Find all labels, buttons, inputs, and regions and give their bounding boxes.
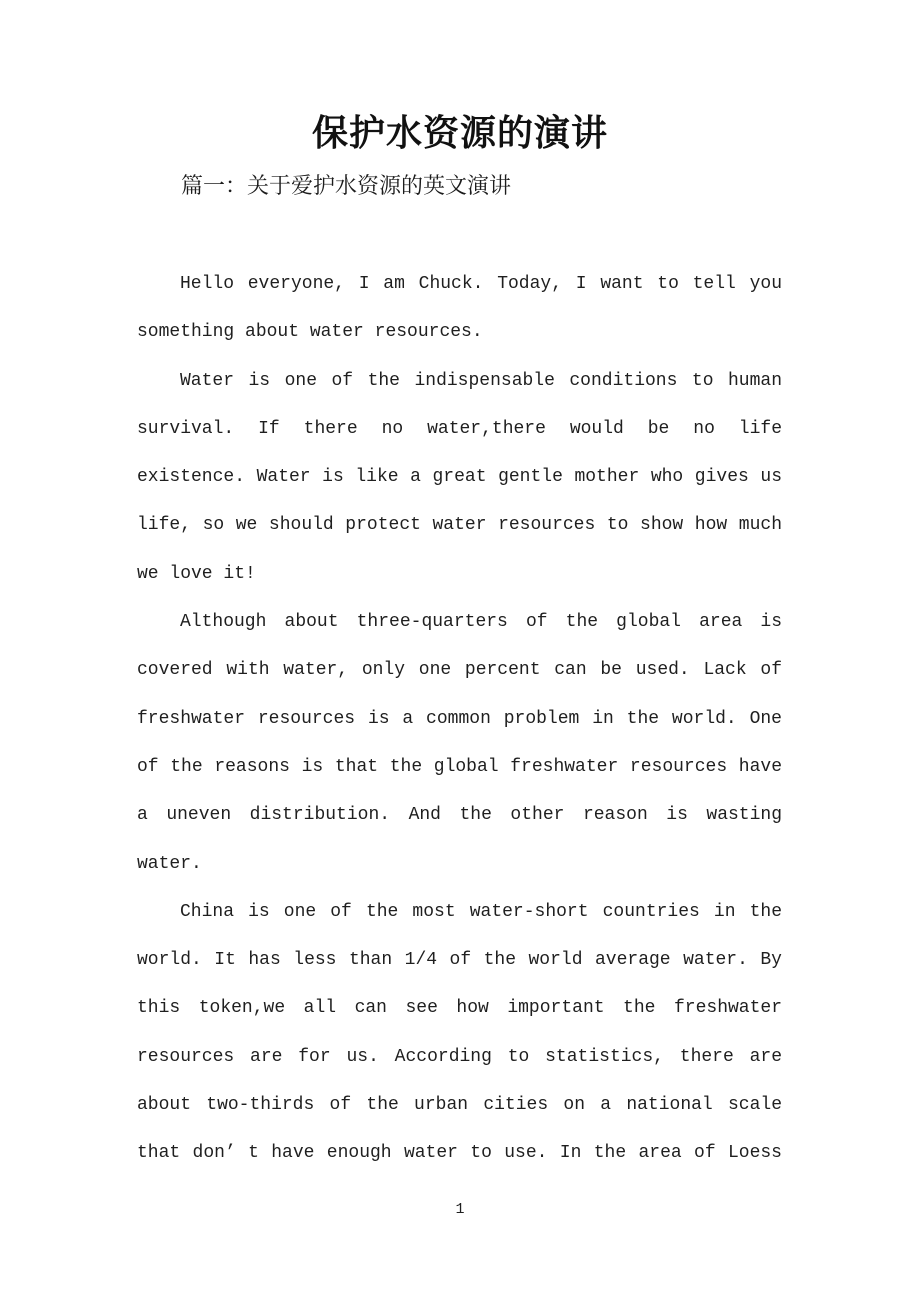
paragraph-3-line-6: water. [137, 853, 202, 874]
paragraph-3-line-3: freshwater resources is a common problem in the world. One [137, 708, 782, 729]
paragraph-1-line-1: Hello everyone, I am Chuck. Today, I want to tell you [180, 274, 782, 294]
document-body [137, 260, 782, 1178]
paragraph-4-line-6: that don’ t have enough water to use. In the area of Loess [137, 1143, 782, 1164]
paragraph-2-line-1: Water is one of the indispensable conditions to human [180, 370, 782, 391]
paragraph-3-line-1: Although about three-quarters of the global area is [180, 612, 782, 633]
paragraph-3-line-2: covered with water, only one percent can be used. Lack of [137, 660, 782, 681]
paragraph-3-line-4: of the reasons is that the global freshwater resources have [137, 756, 782, 777]
paragraph-4-line-3: this token,we all can see how important the freshwater [137, 998, 782, 1019]
paragraph-2-line-4: life, so we should protect water resources to show how much [137, 515, 782, 536]
paragraph-1-line-2: something about water resources. [137, 322, 483, 343]
paragraph-4-line-2: world. It has less than 1/4 of the world average water. By [137, 950, 782, 971]
paragraph-4-line-4: resources are for us. According to statistics, there are [137, 1046, 782, 1067]
paragraph-4-line-1: China is one of the most water-short countries in the [180, 901, 782, 922]
document-title: 保护水资源的演讲 [311, 113, 608, 153]
page-number: 1 [455, 1201, 465, 1218]
document-subtitle: 篇一：关于爱护水资源的英文演讲 [181, 173, 512, 198]
paragraph-4-line-5: about two-thirds of the urban cities on a national scale [137, 1095, 782, 1116]
paragraph-2-line-5: we love it! [137, 563, 256, 584]
paragraph-2-line-3: existence. Water is like a great gentle mother who gives us [137, 467, 782, 488]
paragraph-2-line-2: survival. If there no water,there would be no life [137, 418, 782, 439]
paragraph-3-line-5: a uneven distribution. And the other reason is wasting [137, 805, 782, 826]
